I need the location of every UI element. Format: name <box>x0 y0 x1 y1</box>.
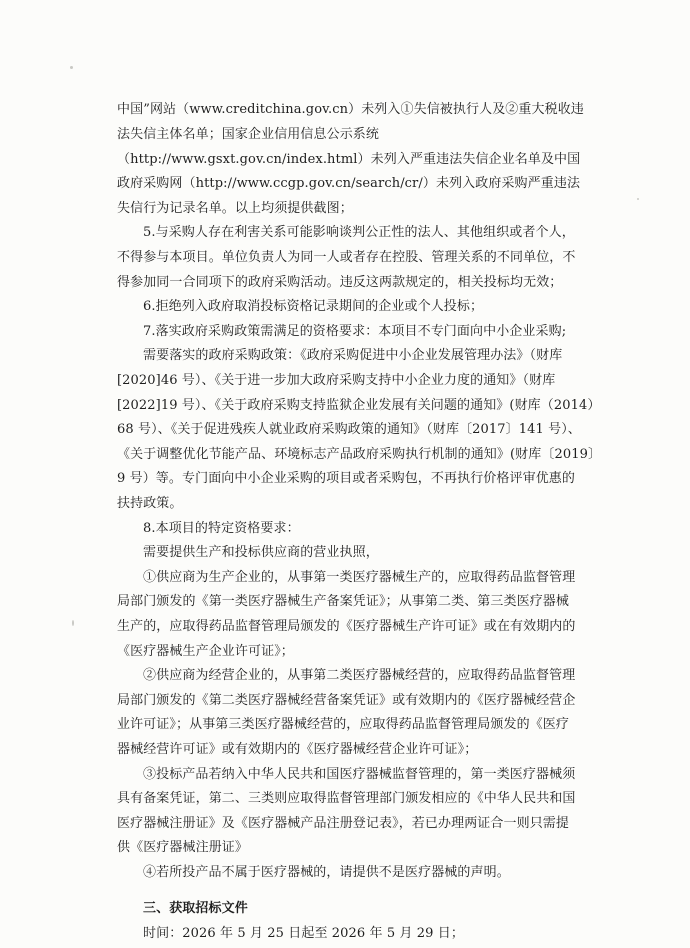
text-line: 7.落实政府采购政策需满足的资格要求：本项目不专门面向中小企业采购; <box>143 324 567 339</box>
text-line: 5.与采购人存在利害关系可能影响谈判公正性的法人、其他组织或者个人， <box>143 225 575 240</box>
text-line: 9 号）等。专门面向中小企业采购的项目或者采购包，不再执行价格评审优惠的 <box>117 471 576 486</box>
text-line: 不得参与本项目。单位负责人为同一人或者存在控股、管理关系的不同单位，不 <box>117 250 576 265</box>
text-line: 生产的，应取得药品监督管理局颁发的《医疗器械生产许可证》或在有效期内的 <box>117 619 576 634</box>
text-line: 中国”网站（www.creditchina.gov.cn）未列入①失信被执行人及②重大税收违 <box>117 102 584 117</box>
text-line: ①供应商为生产企业的，从事第一类医疗器械生产的，应取得药品监督管理 <box>143 570 576 585</box>
text-line: 法失信主体名单；国家企业信用信息公示系统 <box>117 127 380 142</box>
text-line: 8.本项目的特定资格要求： <box>143 521 300 536</box>
text-line: 6.拒绝列入政府取消投标资格记录期间的企业或个人投标； <box>143 299 484 314</box>
text-line: ②供应商为经营企业的，从事第二类医疗器械经营的，应取得药品监督管理 <box>143 668 576 683</box>
scan-speck <box>637 198 639 200</box>
text-line: 医疗器械注册证》及《医疗器械产品注册登记表》，若已办理两证合一则只需提 <box>117 816 570 831</box>
text-line: 具有备案凭证，第二、三类则应取得监督管理部门颁发相应的《中华人民共和国 <box>117 791 576 806</box>
text-line: 扶持政策。 <box>117 496 183 511</box>
text-line: [2022]19 号）、《关于政府采购支持监狱企业发展有关问题的通知》(财库（2014） <box>117 398 601 413</box>
text-line: 局部门颁发的《第二类医疗器械经营备案凭证》或有效期内的《医疗器械经营企 <box>117 693 576 708</box>
text-line: 《医疗器械生产企业许可证》； <box>117 644 294 659</box>
text-line: 需要提供生产和投标供应商的营业执照， <box>143 545 379 560</box>
text-line: ④若所投产品不属于医疗器械的，请提供不是医疗器械的声明。 <box>143 865 510 880</box>
text-line: 政府采购网（http://www.ccgp.gov.cn/search/cr/）未列入政府采购严重违法 <box>117 176 581 191</box>
text-line: ③投标产品若纳入中华人民共和国医疗器械监督管理的，第一类医疗器械须 <box>143 767 576 782</box>
scan-speck <box>72 620 74 626</box>
text-line: 供《医疗器械注册证》 <box>117 840 249 855</box>
text-line: 68 号）、《关于促进残疾人就业政府采购政策的通知》（财库〔2017〕141 号）、 <box>117 422 581 437</box>
section-heading: 三、获取招标文件 <box>143 901 248 916</box>
text-line: 业许可证》；从事第三类医疗器械经营的，应取得药品监督管理局颁发的《医疗 <box>117 717 570 732</box>
text-line: 局部门颁发的《第一类医疗器械生产备案凭证》；从事第二类、第三类医疗器械 <box>117 594 570 609</box>
text-line: 器械经营许可证》或有效期内的《医疗器械经营企业许可证》； <box>117 742 478 757</box>
text-line: [2020]46 号）、《关于进一步加大政府采购支持中小企业力度的通知》（财库 <box>117 373 556 388</box>
text-line: 得参加同一合同项下的政府采购活动。违反这两款规定的，相关投标均无效； <box>117 275 563 290</box>
text-line: 《关于调整优化节能产品、环境标志产品政府采购执行机制的通知》(财库〔2019〕 <box>117 447 602 462</box>
text-line: 需要落实的政府采购政策：《政府采购促进中小企业发展管理办法》（财库 <box>143 348 563 363</box>
scan-speck <box>70 66 73 69</box>
text-line: 失信行为记录名单。以上均须提供截图； <box>117 201 353 216</box>
text-line: 时间：2026 年 5 月 25 日起至 2026 年 5 月 29 日； <box>143 926 464 941</box>
text-line: （http://www.gsxt.gov.cn/index.html）未列入严重违法失信企业名单及中国 <box>117 152 581 167</box>
